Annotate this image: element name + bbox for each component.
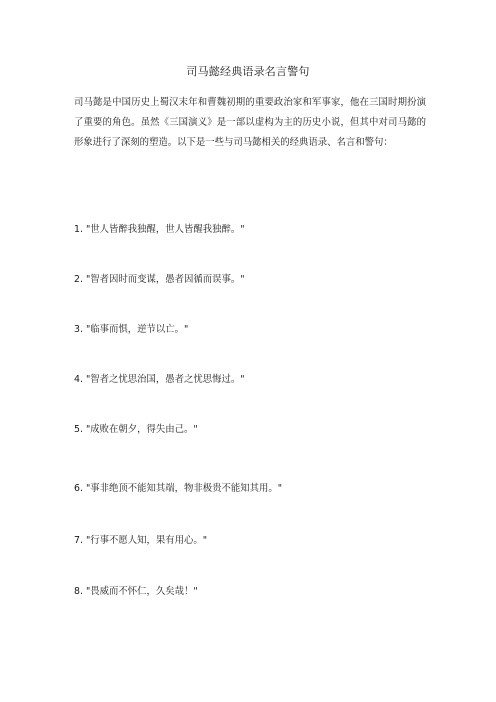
quote-number: 4. xyxy=(74,374,83,385)
quote-text: "临事而惧，逆节以亡。" xyxy=(85,324,189,335)
quote-number: 1. xyxy=(74,224,83,235)
quote-number: 8. xyxy=(74,586,83,597)
quote-number: 5. xyxy=(74,424,83,435)
quote-text: "畏威而不怀仁，久矣哉！" xyxy=(85,586,198,597)
quote-number: 6. xyxy=(74,483,83,494)
quote-item xyxy=(74,585,434,599)
quote-item xyxy=(74,423,434,437)
quote-item xyxy=(74,323,434,337)
page-title: 司马懿经典语录名言警句 xyxy=(186,65,310,78)
quote-text: "世人皆醉我独醒，世人皆醒我独醉。" xyxy=(85,224,245,235)
quote-item xyxy=(74,482,434,496)
quote-text: "成败在朝夕，得失由己。" xyxy=(85,424,198,435)
quote-item xyxy=(74,373,434,387)
quote-text: "事非绝顶不能知其端，物非极贵不能知其用。" xyxy=(85,483,283,494)
intro-paragraph: 司马懿是中国历史上蜀汉末年和曹魏初期的重要政治家和军事家，他在三国时期扮演了重要的角色。虽然《三国演义》是一部以虚构为主的历史小说，但其中对司马懿的形象进行了深刻的塑造。以下是一些与司马懿相关的经典语录、名言和警句： xyxy=(74,97,426,149)
quote-text: "智者之忧思治国，愚者之忧思悔过。" xyxy=(85,374,245,385)
quote-number: 7. xyxy=(74,535,83,546)
quote-item xyxy=(74,223,434,237)
quote-number: 2. xyxy=(74,274,83,285)
quote-text: "智者因时而变谋，愚者因循而误事。" xyxy=(85,274,245,285)
quote-number: 3. xyxy=(74,324,83,335)
quote-item xyxy=(74,273,434,287)
quote-text: "行事不愿人知，果有用心。" xyxy=(85,535,208,546)
quote-item xyxy=(74,534,434,548)
